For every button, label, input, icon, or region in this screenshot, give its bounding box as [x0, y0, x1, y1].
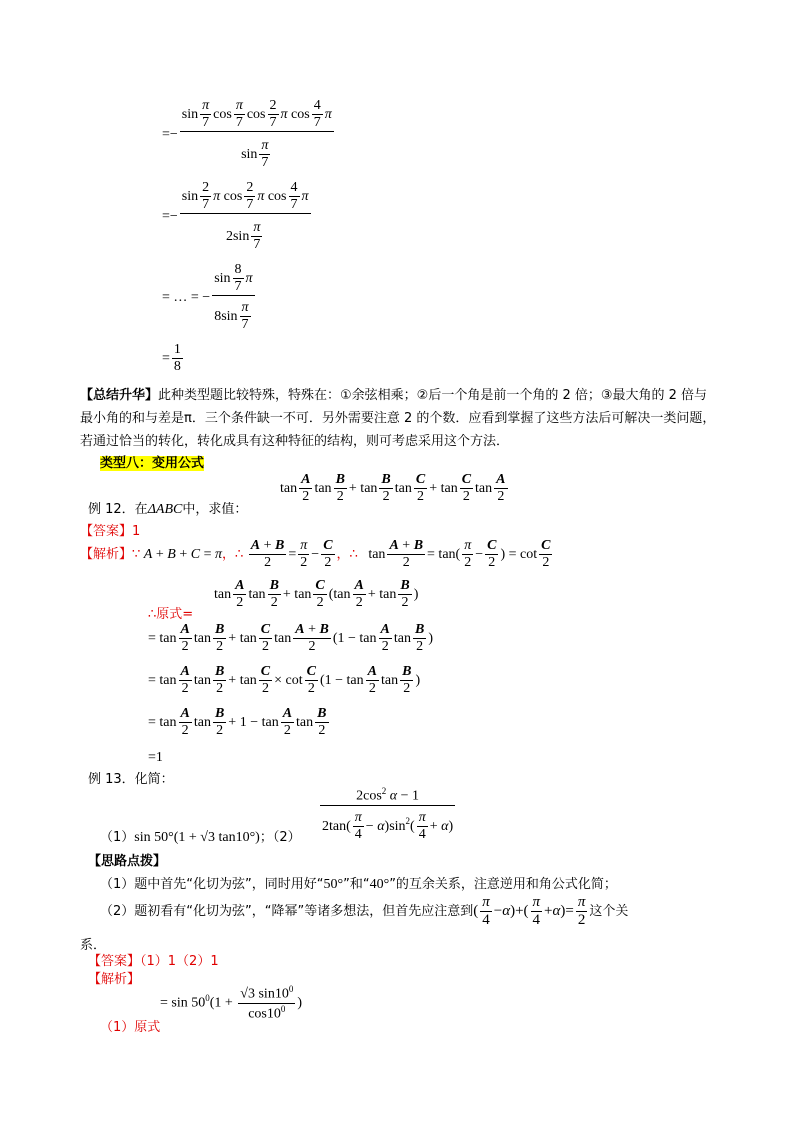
- ex12-step-3: = tan $\frac{A}{2}$ tan $\frac{B}{2}$ + tan $\frac{C}{2}$ × cot $\frac{C}{2}$ (1 − tan $\frac{A}{2}$ tan $\frac{B}{2}$ ): [148, 664, 421, 697]
- hint1-text-a: （1）题中首先“化切为弦”，同时用好“: [100, 877, 324, 892]
- derivation-step-3: = … = − sin $\frac{8}{7}$ π 8sin $\frac{\pi}{7}$: [162, 262, 253, 333]
- hint-label: 【思路点拨】: [88, 854, 167, 869]
- ex12-analysis-line: 【解析】∵ A + B + C = π，∴ $\frac{A + B}{2}$ = $\frac{\pi}{2}$ − $\frac{C}{2}$ ，∴ tan $\frac{A + B}{2}$ = tan( $\frac{\pi}{2}$ − $\frac{C}{2}$ ) = cot $\frac{C}{2}$: [80, 538, 551, 571]
- ex13-part1-solution-label: （1）原式: [100, 1020, 161, 1035]
- ex13-part1-label: （1）: [100, 830, 135, 845]
- ex12-step-4: = tan $\frac{A}{2}$ tan $\frac{B}{2}$ + 1 − tan $\frac{A}{2}$ tan $\frac{B}{2}$: [148, 706, 327, 739]
- ex12-question: [88, 498, 247, 518]
- ex13-label: 例 13．化简：: [88, 772, 174, 787]
- hint1-text-b: ”和“: [343, 877, 370, 892]
- summary-label: 【总结升华】: [80, 388, 159, 403]
- section-heading: [100, 452, 204, 471]
- hint-line-2: [100, 894, 628, 930]
- hint2-formula: ( $\frac{\pi}{4}$ −α)+( $\frac{\pi}{4}$ +α)= $\frac{\pi}{2}$: [473, 894, 586, 929]
- summary-paragraph: [80, 384, 720, 453]
- triangle-abc: ΔABC: [147, 502, 183, 517]
- hint1-text-c: ”的互余关系，注意逆用和角公式化简；: [389, 877, 617, 892]
- hint1-angle-50: 50°: [323, 877, 344, 892]
- ex12-analysis-label: 【解析】: [80, 546, 133, 562]
- hint2-text-a: （2）题初看有“化切为弦”，“降幂”等诸多想法，但首先应注意到: [100, 904, 474, 920]
- ex13-separator: ；（2）: [259, 830, 301, 845]
- ex12-answer-value: 1: [132, 524, 141, 539]
- section-title: 类型八：变用公式: [100, 456, 205, 471]
- because-symbol: ∵: [132, 546, 141, 562]
- ex13-analysis-label: 【解析】: [88, 972, 141, 987]
- hint1-angle-40: 40°: [369, 877, 390, 892]
- ex13-answer: [88, 950, 219, 969]
- ex12-step-1: tan $\frac{A}{2}$ tan $\frac{B}{2}$ + tan $\frac{C}{2}$ (tan $\frac{A}{2}$ + tan $\frac{B}{2}$ ): [214, 578, 419, 611]
- ex13-parts: [100, 826, 301, 846]
- ex12-result: =1: [148, 750, 163, 765]
- ex12-expression: tan $\frac{A}{2}$ tan $\frac{B}{2}$ + tan $\frac{B}{2}$ tan $\frac{C}{2}$ + tan $\frac{C}{2}$ tan $\frac{A}{2}$: [280, 472, 506, 505]
- ex13-expression-2: $2\cos^2$ α − 1 2tan( $\frac{\pi}{4}$ − $\alpha)\sin^2$( $\frac{\pi}{4}$ + α): [322, 786, 454, 842]
- derivation-result: = $\frac{1}{8}$: [162, 342, 181, 375]
- hint-line-1: [100, 873, 617, 893]
- hint2-text-b: 这个关: [589, 904, 629, 920]
- ex12-label: 例 12．在: [88, 502, 148, 517]
- ex13-solution-formula: = $\sin 50^0(1$ + $\frac{√3 \sin 10^0}{\cos 10^0}$ ): [160, 984, 302, 1022]
- derivation-step-1: =− sin $\frac{\pi}{7}$ cos $\frac{\pi}{7}$ cos $\frac{2}{7}$ π cos $\frac{4}{7}$ π sin $\frac{\pi}{7}$: [162, 98, 332, 171]
- ex12-answer: [80, 520, 140, 539]
- ex12-step-2: = tan $\frac{A}{2}$ tan $\frac{B}{2}$ + tan $\frac{C}{2}$ tan $\frac{A + B}{2}$ (1 − tan $\frac{A}{2}$ tan $\frac{B}{2}$ ): [148, 622, 433, 655]
- hint2-text-c: 系．: [80, 938, 107, 953]
- ex12-answer-label: 【答案】: [80, 524, 133, 539]
- therefore-2: ，∴: [336, 546, 358, 562]
- original-label: ∴原式=: [148, 607, 194, 622]
- ex13-answer-label: 【答案】: [88, 954, 141, 969]
- derivation-step-2: =− sin $\frac{2}{7}$ π cos $\frac{2}{7}$ π cos $\frac{4}{7}$ π 2sin $\frac{\pi}{7}$: [162, 180, 309, 253]
- ex13-expression-1: sin 50°(1 + √3 tan10°): [134, 830, 260, 845]
- therefore-1: ，∴: [222, 546, 244, 562]
- ex12-mid: 中，求值：: [182, 502, 248, 517]
- summary-text: 此种类型题比较特殊，特殊在：①余弦相乘；②后一个角是前一个角的 2 倍；③最大角的 2 倍与最小角的和与差是π．三个条件缺一不可．另外需要注意 2 的个数．应看到掌握了这些方法后可解决一类问题，若通过恰当的转化，转化成具有这种特征的结构，则可考虑采用这个方法．: [80, 388, 716, 449]
- ex13-answer-value: （1）1（2）1: [140, 954, 219, 969]
